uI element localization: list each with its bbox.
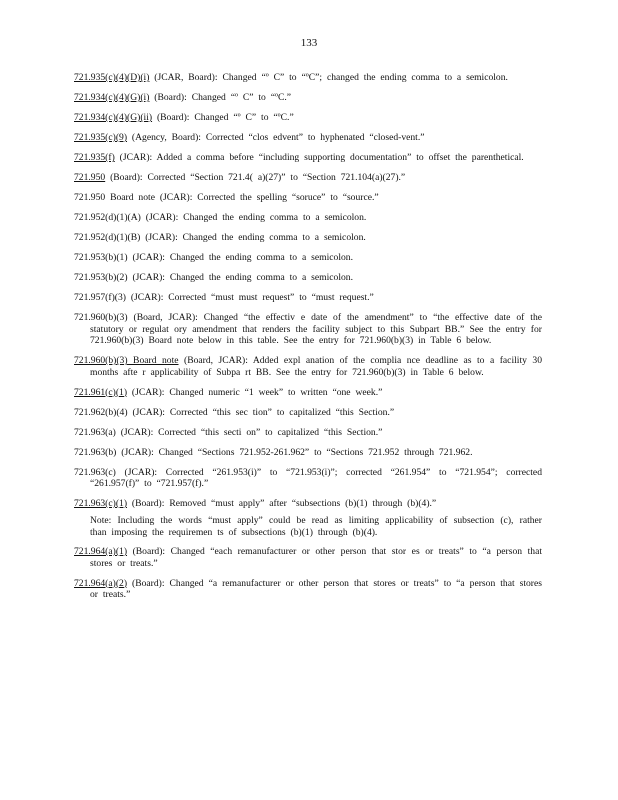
entry-note [74,515,542,538]
amendment-entry [74,112,542,124]
entry-section-ref: 721.964(a)(2) [74,577,128,589]
entry-description: (Board): Changed “a remanufacturer or other person that stores or treats” to “a person that stores or treats.” [90,577,542,600]
entry-description: (JCAR): Corrected “this secti on” to capitalized “this Section.” [115,426,383,438]
entry-description: (Agency, Board): Corrected “clos edvent” to hyphenated “closed-vent.” [127,132,425,143]
entry-section-ref: 721.961(c)(1) [74,386,128,398]
entry-section-ref: 721.960(b)(3) [74,312,128,323]
entry-section-ref: 721.952(d)(1)(B) [74,232,141,243]
entry-section-ref: 721.950 [74,192,106,203]
amendment-entry [74,252,542,264]
amendment-entry [74,92,542,104]
amendment-entry [74,212,542,224]
entry-description: (JCAR): Corrected “must must request” to “must request.” [125,292,374,303]
amendment-entry [74,467,542,490]
amendment-entry [74,312,542,347]
amendment-entry [74,355,542,378]
entry-section-ref: 721.935(c)(9) [74,132,128,143]
entry-section-ref: 721.963(c) [74,466,116,478]
entry-description: (Board): Changed “each remanufacturer or other person that stor es or treats” to “a person that stores or treats.” [90,546,542,569]
entry-description: (JCAR): Changed the ending comma to a semicolon. [127,272,353,283]
entry-description: Board note (JCAR): Corrected the spelling “soruce” to “source.” [105,192,379,203]
amendment-entry [74,152,542,164]
amendment-entry [74,447,542,459]
amendment-entry [74,578,542,601]
entry-section-ref: 721.953(b)(1) [74,252,128,263]
entry-description: (Board, JCAR): Changed “the effectiv e date of the amendment” to “the effective date of the statutory or regulat ory amendment that renders the facility subject to this Subpart BB.” See the entry for 721.960(b)(3) Board note below in this table. See the entry for 721.960(b)(3) in Table 6 below. [90,312,542,346]
entry-section-ref: 721.957(f)(3) [74,292,126,303]
entry-description: (JCAR): Changed “Sections 721.952-261.962” to “Sections 721.952 through 721.962. [116,446,473,458]
amendment-entry [74,292,542,304]
entry-description: (JCAR): Changed the ending comma to a semicolon. [140,212,367,223]
entry-section-ref: 721.934(c)(4)(G)(i) [74,92,150,103]
amendment-entries-list [74,72,542,609]
entry-section-ref: 721.962(b)(4) [74,406,128,418]
entry-description: (JCAR, Board): Changed “º C” to “ºC”; changed the ending comma to a semicolon. [149,72,508,83]
entry-description: (Board, JCAR): Added expl anation of the complia nce deadline as to a facility 30 months afte r applicability of Subpa rt BB. See the entry for 721.960(b)(3) in Table 6 below. [90,355,542,378]
entry-description: (JCAR): Added a comma before “including supporting documentation” to offset the parenthetical. [114,152,524,163]
entry-note-text: Note: Including the words “must apply” could be read as limiting applicability of subsection (c), rather than imposing the requiremen ts of subsections (b)(1) through (b)(4). [90,515,542,538]
entry-section-ref: 721.950 [74,172,106,183]
amendment-entry [74,72,542,84]
amendment-entry [74,407,542,419]
entry-section-ref: 721.952(d)(1)(A) [74,212,141,223]
entry-description: (Board): Corrected “Section 721.4( a)(27)” to “Section 721.104(a)(27).” [105,172,406,183]
entry-section-ref: 721.964(a)(1) [74,546,128,557]
entry-section-ref: 721.960(b)(3) Board note [74,355,179,366]
amendment-entry [74,427,542,439]
entry-description: (JCAR): Changed the ending comma to a semicolon. [140,232,366,243]
amendment-entry [74,498,542,510]
page-number: 133 [300,37,318,49]
amendment-entry [74,232,542,244]
entry-description: (Board): Changed “º C” to “ºC.” [149,92,292,103]
entry-description: (JCAR): Changed the ending comma to a semicolon. [127,252,353,263]
entry-section-ref: 721.953(b)(2) [74,272,128,283]
entry-description: (Board): Changed “º C” to “ºC.” [152,112,294,123]
amendment-entry [74,172,542,184]
entry-description: (JCAR): Corrected “261.953(i)” to “721.953(i)”; corrected “261.954” to “721.954”; corrected “261.957(f)” to “721.957(f).” [90,466,542,489]
entry-section-ref: 721.963(b) [74,446,117,458]
amendment-entry [74,272,542,284]
entry-section-ref: 721.963(a) [74,426,116,438]
amendment-entry [74,546,542,569]
entry-description: (JCAR): Changed numeric “1 week” to written “one week.” [127,386,383,398]
amendment-entry [74,132,542,144]
amendment-entry [74,192,542,204]
amendment-entry [74,387,542,399]
entry-section-ref: 721.935(c)(4)(D)(i) [74,72,150,83]
entry-section-ref: 721.963(c)(1) [74,498,128,509]
entry-section-ref: 721.934(c)(4)(G)(ii) [74,112,153,123]
entry-description: (Board): Removed “must apply” after “subsections (b)(1) through (b)(4).” [127,498,437,509]
entry-description: (JCAR): Corrected “this sec tion” to capitalized “this Section.” [127,406,395,418]
entry-section-ref: 721.935(f) [74,152,115,163]
